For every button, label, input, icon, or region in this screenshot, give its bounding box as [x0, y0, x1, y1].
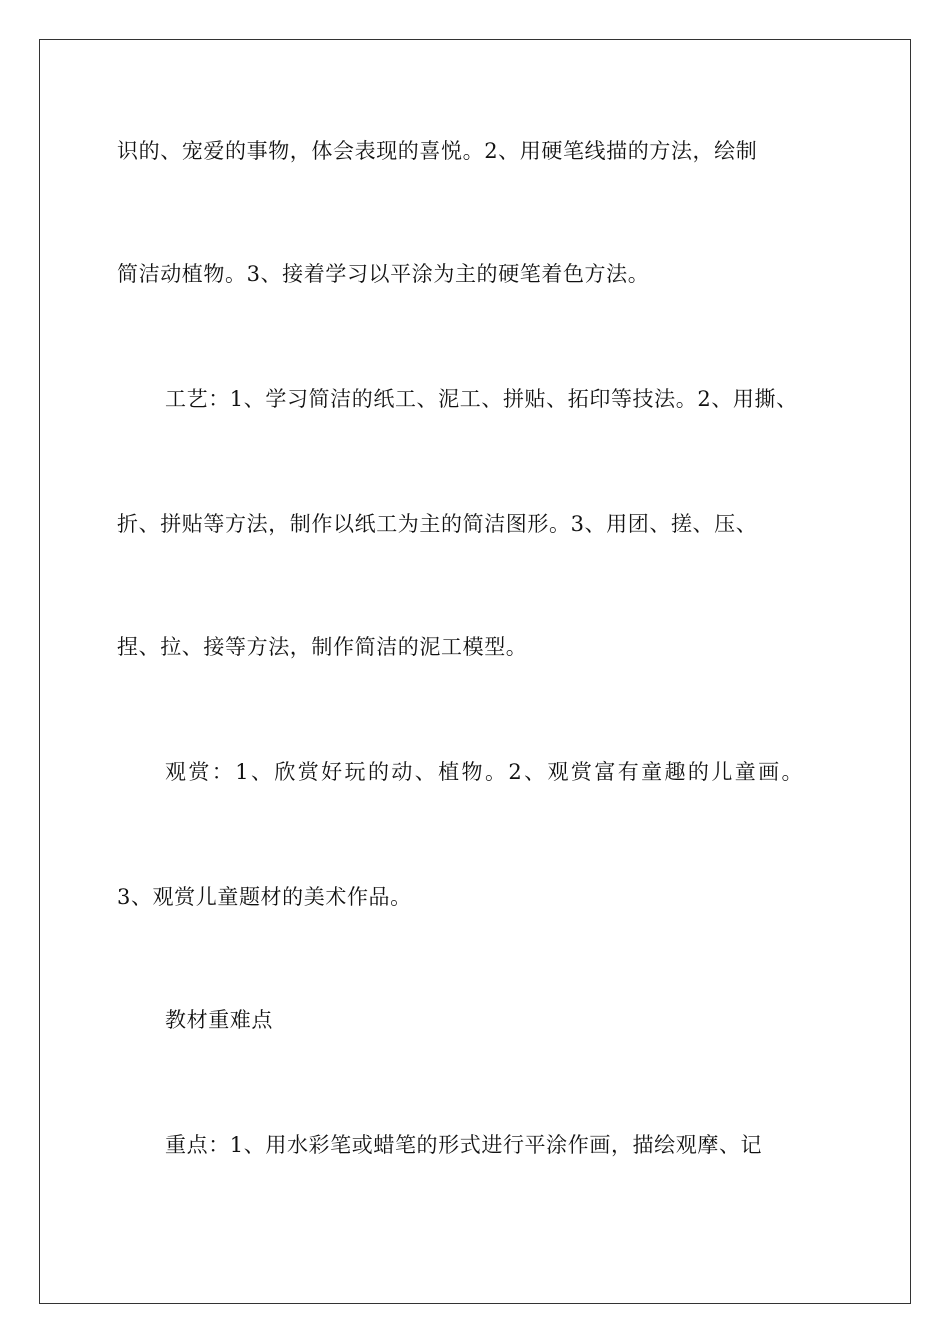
- text-line-1: 识的、宠爱的事物，体会表现的喜悦。2、用硬笔线描的方法，绘制: [117, 139, 758, 163]
- text-line-2: 简洁动植物。3、接着学习以平涂为主的硬笔着色方法。: [117, 262, 650, 286]
- text-line-6: 观赏：1、欣赏好玩的动、植物。2、观赏富有童趣的儿童画。: [165, 760, 805, 784]
- text-line-9: 重点：1、用水彩笔或蜡笔的形式进行平涂作画，描绘观摩、记: [165, 1133, 763, 1157]
- text-line-4: 折、拼贴等方法，制作以纸工为主的简洁图形。3、用团、搓、压、: [117, 512, 758, 536]
- section-heading: 教材重难点: [165, 1008, 273, 1032]
- text-line-7: 3、观赏儿童题材的美术作品。: [117, 885, 412, 909]
- page-frame: [39, 39, 911, 1304]
- text-line-3: 工艺：1、学习简洁的纸工、泥工、拼贴、拓印等技法。2、用撕、: [165, 387, 798, 411]
- text-line-5: 捏、拉、接等方法，制作简洁的泥工模型。: [117, 635, 528, 659]
